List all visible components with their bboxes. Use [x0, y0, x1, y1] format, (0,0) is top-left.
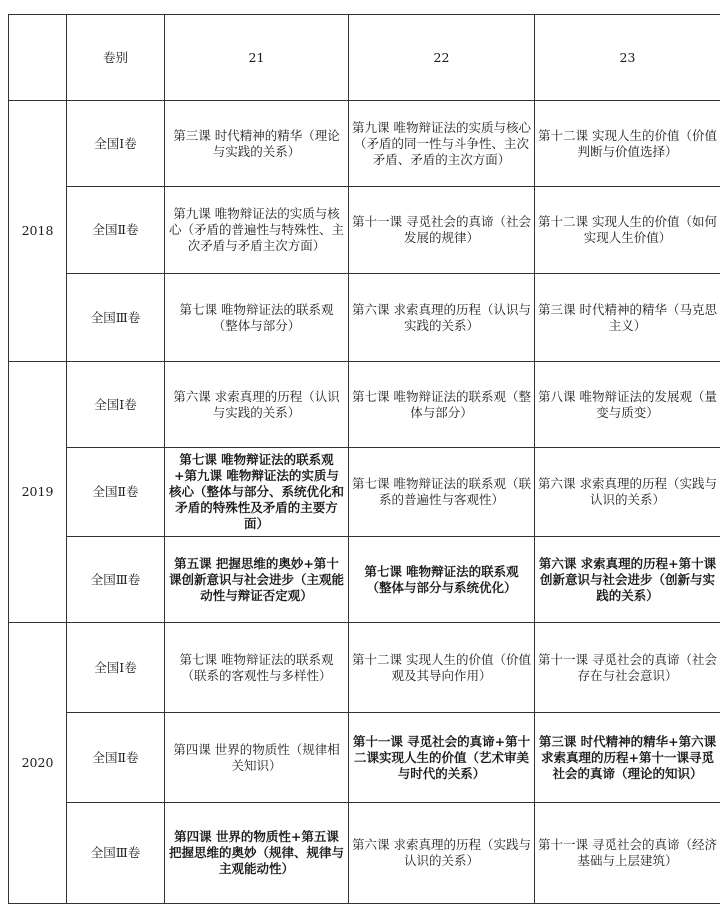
- topic-cell: 第三课 时代精神的精华+第六课 求索真理的历程+第十一课寻觅社会的真谛（理论的知识）: [535, 713, 720, 803]
- topic-cell: 第六课 求索真理的历程+第十课创新意识与社会进步（创新与实践的关系）: [535, 537, 720, 623]
- header-col-22: 22: [349, 15, 535, 101]
- header-blank-cell: [9, 15, 67, 101]
- topic-cell: 第四课 世界的物质性（规律相关知识）: [165, 713, 349, 803]
- topic-cell: 第七课 唯物辩证法的联系观+第九课 唯物辩证法的实质与核心（整体与部分、系统优化和矛盾的特殊性及矛盾的主要方面）: [165, 448, 349, 537]
- header-col-21: 21: [165, 15, 349, 101]
- topic-cell: 第六课 求索真理的历程（实践与认识的关系）: [535, 448, 720, 537]
- topic-cell: 第六课 求索真理的历程（认识与实践的关系）: [165, 362, 349, 448]
- volume-cell: 全国Ⅲ卷: [67, 803, 165, 904]
- table-row: [9, 537, 720, 623]
- topic-cell: 第七课 唯物辩证法的联系观（整体与部分）: [349, 362, 535, 448]
- header-volume-label: 卷别: [67, 15, 165, 101]
- table-row: [9, 448, 720, 537]
- topic-cell: 第六课 求索真理的历程（实践与认识的关系）: [349, 803, 535, 904]
- volume-cell: 全国Ⅱ卷: [67, 448, 165, 537]
- header-col-23: 23: [535, 15, 720, 101]
- table-row: [9, 713, 720, 803]
- topic-cell: 第十一课 寻觅社会的真谛+第十二课实现人生的价值（艺术审美与时代的关系）: [349, 713, 535, 803]
- topic-cell: 第十二课 实现人生的价值（价值判断与价值选择）: [535, 101, 720, 187]
- exam-topic-table: [8, 14, 720, 904]
- topic-cell: 第八课 唯物辩证法的发展观（量变与质变）: [535, 362, 720, 448]
- topic-cell: 第六课 求索真理的历程（认识与实践的关系）: [349, 274, 535, 362]
- topic-cell: 第五课 把握思维的奥妙+第十课创新意识与社会进步（主观能动性与辩证否定观）: [165, 537, 349, 623]
- topic-cell: 第九课 唯物辩证法的实质与核心（矛盾的普遍性与特殊性、主次矛盾与矛盾主次方面）: [165, 187, 349, 274]
- table-row: [9, 101, 720, 187]
- volume-cell: 全国Ⅱ卷: [67, 713, 165, 803]
- year-cell-2019: 2019: [9, 362, 67, 623]
- year-cell-2018: 2018: [9, 101, 67, 362]
- topic-cell: 第十二课 实现人生的价值（价值观及其导向作用）: [349, 623, 535, 713]
- topic-cell: 第十二课 实现人生的价值（如何实现人生价值）: [535, 187, 720, 274]
- topic-cell: 第十一课 寻觅社会的真谛（社会存在与社会意识）: [535, 623, 720, 713]
- topic-cell: 第十一课 寻觅社会的真谛（社会发展的规律）: [349, 187, 535, 274]
- table-row: [9, 803, 720, 904]
- topic-cell: 第九课 唯物辩证法的实质与核心（矛盾的同一性与斗争性、主次矛盾、矛盾的主次方面）: [349, 101, 535, 187]
- table-row: [9, 274, 720, 362]
- topic-cell: 第四课 世界的物质性+第五课把握思维的奥妙（规律、规律与主观能动性）: [165, 803, 349, 904]
- topic-cell: 第三课 时代精神的精华（理论与实践的关系）: [165, 101, 349, 187]
- topic-cell: 第十一课 寻觅社会的真谛（经济基础与上层建筑）: [535, 803, 720, 904]
- topic-cell: 第七课 唯物辩证法的联系观（整体与部分与系统优化）: [349, 537, 535, 623]
- table-row: [9, 623, 720, 713]
- table-header-row: [9, 15, 720, 101]
- table-row: [9, 187, 720, 274]
- volume-cell: 全国Ⅰ卷: [67, 362, 165, 448]
- volume-cell: 全国Ⅱ卷: [67, 187, 165, 274]
- topic-cell: 第三课 时代精神的精华（马克思主义）: [535, 274, 720, 362]
- year-cell-2020: 2020: [9, 623, 67, 904]
- volume-cell: 全国Ⅲ卷: [67, 274, 165, 362]
- volume-cell: 全国Ⅰ卷: [67, 101, 165, 187]
- table-row: [9, 362, 720, 448]
- volume-cell: 全国Ⅲ卷: [67, 537, 165, 623]
- topic-cell: 第七课 唯物辩证法的联系观（联系的客观性与多样性）: [165, 623, 349, 713]
- volume-cell: 全国Ⅰ卷: [67, 623, 165, 713]
- topic-cell: 第七课 唯物辩证法的联系观（联系的普遍性与客观性）: [349, 448, 535, 537]
- topic-cell: 第七课 唯物辩证法的联系观（整体与部分）: [165, 274, 349, 362]
